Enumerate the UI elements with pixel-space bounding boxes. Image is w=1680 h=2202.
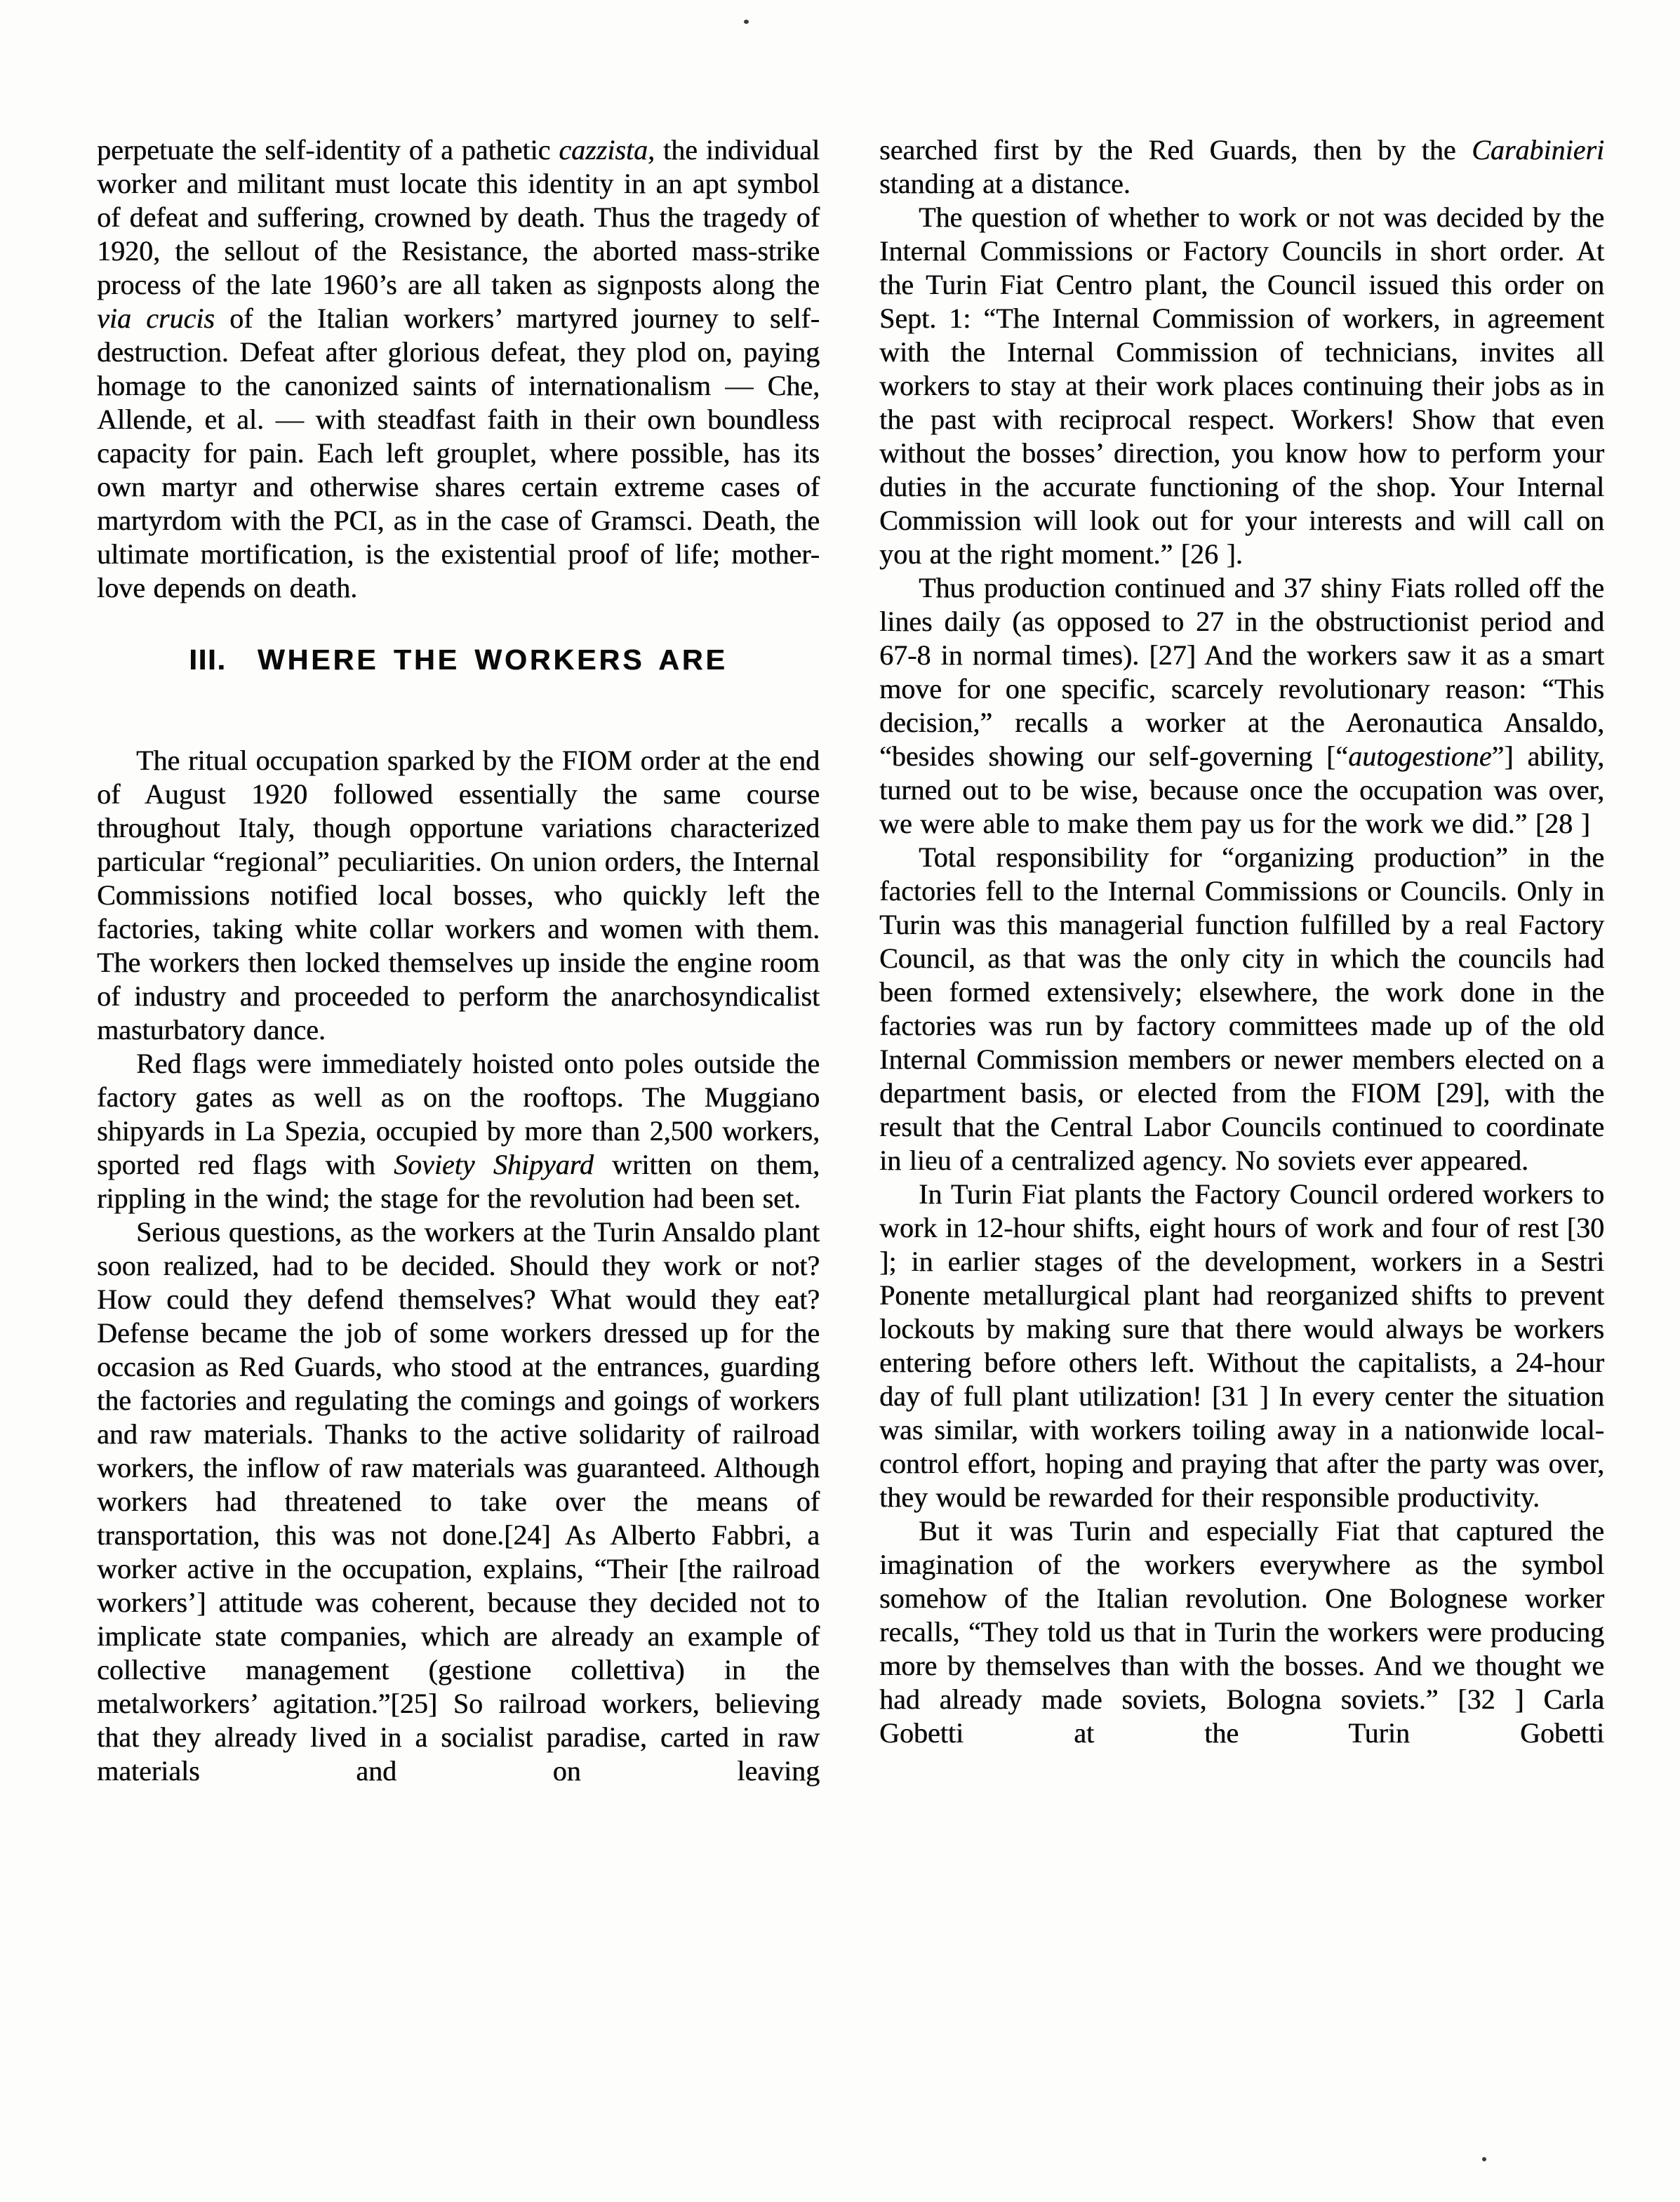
paragraph (879, 841, 1604, 1177)
scan-speck (1482, 2157, 1486, 2161)
text-run: Red flags were immediately hoisted onto poles outside the factory gates as well as on the rooftops. The Muggiano shipyards in La Spezia, occupied by more than 2,500 workers, sported red flags with (97, 1048, 820, 1180)
text-run: In Turin Fiat plants the Factory Council ordered workers to work in 12-hour shifts, eight hours of work and four of rest [30 ]; in earlier stages of the development, workers in a Sestri Ponente metallurgical plant had reorganized shifts to prevent lockouts by making sure that there would always be workers entering before others left. Without the capitalists, a 24-hour day of full plant utilization! [31 ] In every center the situation was similar, with workers toiling away in a nationwide local-control effort, hoping and praying that after the party was over, they would be rewarded for their responsible productivity. (879, 1178, 1604, 1513)
section-title: WHERE THE WORKERS ARE (257, 643, 728, 676)
text-run: The ritual occupation sparked by the FIOM order at the end of August 1920 followed essentially the same course throughout Italy, though opportune variations characterized particular “regional” peculiarities. On union orders, the Internal Commissions notified local bosses, who quickly left the factories, taking white collar workers and women with them. The workers then locked themselves up inside the engine room of industry and proceeded to perform the anarchosyndicalist masturbatory dance. (97, 745, 820, 1046)
italic-text-run: autogestione (1348, 740, 1492, 772)
italic-text-run: via crucis (97, 302, 215, 334)
text-run: ”] ability, turned out to be wise, because once the occupation was over, we were able to make them pay us for the work we did.” [28 ] (879, 740, 1604, 839)
section-number: III. (189, 643, 227, 676)
text-run: Thus production continued and 37 shiny Fiats rolled off the lines daily (as opposed to 27 in the obstructionist period and 67-8 in normal times). [27] And the workers saw it as a smart move for one specific, scarcely revolutionary reason: “This decision,” recalls a worker at the Aeronautica Ansaldo, “besides showing our self-governing [“ (879, 572, 1604, 772)
paragraph (97, 133, 820, 605)
left-column-bottom (97, 744, 820, 1788)
text-run: The question of whether to work or not was decided by the Internal Commissions or Factory Councils in short order. At the Turin Fiat Centro plant, the Council issued this order on Sept. 1: “The Internal Commission of workers, in agreement with the Internal Commission of technicians, invites all workers to stay at their work places continuing their jobs as in the past with reciprocal respect. Workers! Show that even without the bosses’ direction, you know how to perform your duties in the accurate functioning of the shop. Your Internal Commission will look out for your interests and will call on you at the right moment.” [26 ]. (879, 201, 1604, 570)
text-run: standing at a distance. (879, 168, 1131, 199)
paragraph (879, 1514, 1604, 1750)
text-run: Total responsibility for “organizing production” in the factories fell to the Internal Commissions or Councils. Only in Turin was this managerial function fulfilled by a real Factory Council, as that was the only city in which the councils had been formed extensively; elsewhere, the work done in the factories was run by factory committees made up of the old Internal Commission members or newer members elected on a department basis, or elected from the FIOM [29], with the result that the Central Labor Councils continued to coordinate in lieu of a centralized agency. No soviets ever appeared. (879, 841, 1604, 1176)
text-run: the individual worker and militant must locate this identity in an apt symbol of defeat and suffering, crowned by death. Thus the tragedy of 1920, the sellout of the Resistance, the aborted mass-strike process of the late 1960’s are all taken as signposts along the (97, 134, 820, 300)
right-column (879, 133, 1604, 1750)
scan-speck (744, 20, 749, 24)
paragraph (97, 744, 820, 1047)
text-run: searched first by the Red Guards, then by the (879, 134, 1472, 166)
paragraph (879, 1177, 1604, 1514)
italic-text-run: Carabinieri (1472, 134, 1604, 166)
left-column (97, 133, 820, 1788)
italic-text-run: Soviety Shipyard (393, 1149, 594, 1180)
section-heading (97, 643, 820, 676)
text-run: perpetuate the self-identity of a pathetic (97, 134, 559, 166)
paragraph (97, 1047, 820, 1215)
text-run: written on them, rippling in the wind; the stage for the revolution had been set. (97, 1149, 820, 1214)
paragraph (879, 201, 1604, 571)
paragraph (879, 133, 1604, 201)
left-column-top (97, 133, 820, 605)
right-column-flow (879, 133, 1604, 1750)
paragraph (97, 1215, 820, 1788)
text-run: But it was Turin and especially Fiat that captured the imagination of the workers everywhere as the symbol somehow of the Italian revolution. One Bolognese worker recalls, “They told us that in Turin the workers were producing more by themselves than with the bosses. And we thought we had already made soviets, Bologna soviets.” [32 ] Carla Gobetti at the Turin Gobetti (879, 1515, 1604, 1749)
italic-text-run: cazzista, (559, 134, 655, 166)
text-run: of the Italian workers’ martyred journey to self-destruction. Defeat after glorious defeat, they plod on, paying homage to the canonized saints of internationalism — Che, Allende, et al. — with steadfast faith in their own boundless capacity for pain. Each left grouplet, where possible, has its own martyr and otherwise shares certain extreme cases of martyrdom with the PCI, as in the case of Gramsci. Death, the ultimate mortification, is the existential proof of life; mother-love depends on death. (97, 302, 820, 603)
paragraph (879, 571, 1604, 841)
text-run: Serious questions, as the workers at the Turin Ansaldo plant soon realized, had to be decided. Should they work or not? How could they defend themselves? What would they eat? Defense became the job of some workers dressed up for the occasion as Red Guards, who stood at the entrances, guarding the factories and regulating the comings and goings of workers and raw materials. Thanks to the active solidarity of railroad workers, the inflow of raw materials was guaranteed. Although workers had threatened to take over the means of transportation, this was not done.[24] As Alberto Fabbri, a worker active in the occupation, explains, “Their [the railroad workers’] attitude was coherent, because they decided not to implicate state companies, which are already an example of collective management (gestione collettiva) in the metalworkers’ agitation.”[25] So railroad workers, believing that they already lived in a socialist paradise, carted in raw materials and on leaving (97, 1216, 820, 1787)
